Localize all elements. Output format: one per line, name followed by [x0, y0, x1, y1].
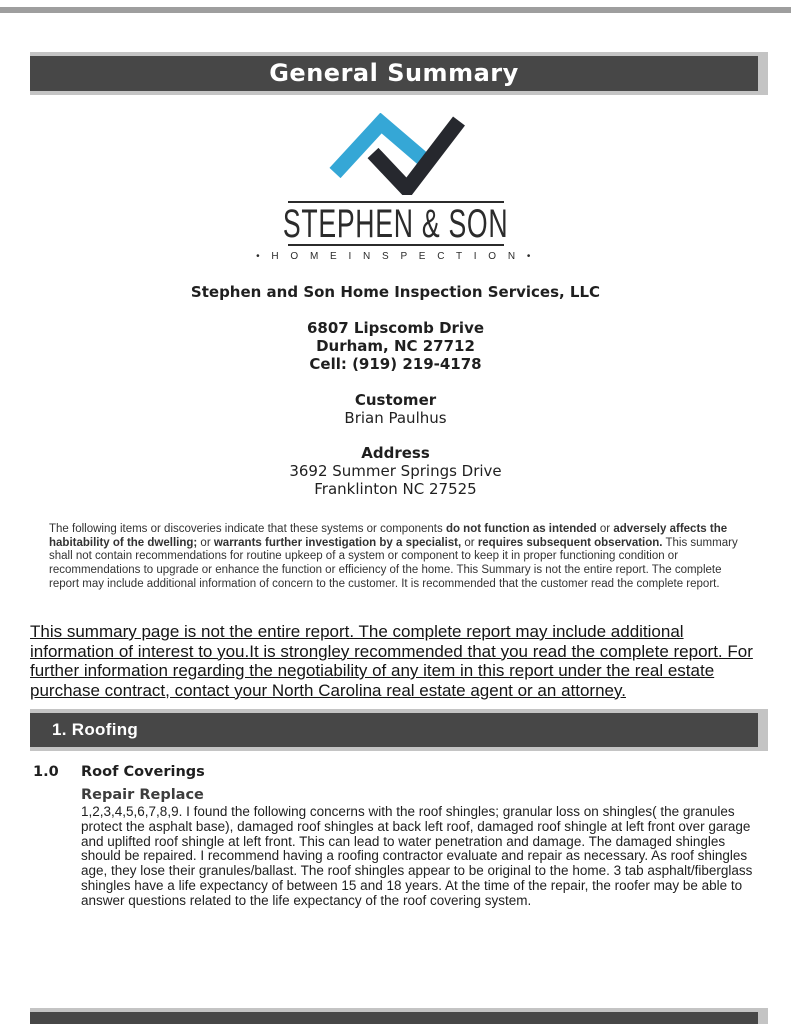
inspection-address-street: 3692 Summer Springs Drive — [289, 462, 502, 480]
inspection-address-label: Address — [361, 444, 430, 462]
item-status: Repair Replace — [81, 787, 204, 803]
item-number: 1.0 — [33, 764, 59, 780]
disclaimer-bold-segment: requires subsequent observation. — [477, 536, 663, 549]
page-title: General Summary — [30, 52, 768, 95]
disclaimer-segment: or — [197, 536, 214, 549]
disclaimer-segment: or — [461, 536, 478, 549]
disclaimer-segment: The following items or discoveries indicate that these systems or components — [49, 523, 446, 535]
section-header-roofing: 1. Roofing — [30, 709, 768, 751]
disclaimer-bold-segment: adversely affects the habitability of the dwelling; — [49, 523, 728, 549]
inspection-address-city-state-zip: Franklinton NC 27525 — [314, 480, 477, 498]
company-logo — [0, 113, 791, 262]
disclaimer-bold-segment: do not function as intended — [445, 523, 597, 535]
company-street: 6807 Lipscomb Drive — [306, 319, 485, 337]
company-phone: Cell: (919) 219-4178 — [309, 355, 482, 373]
top-divider-rule — [0, 7, 791, 13]
summary-notice: This summary page is not the entire report. The complete report may include additional information of interest to you.It is strongley recommended that you read the complete report. For further information regarding the negotiability of any item in this report under the real estate purchase contract, contact your North Carolina real estate agent or an attorney. — [30, 622, 753, 700]
next-section-header-partial — [30, 1008, 768, 1024]
logo-brand-box — [282, 201, 509, 246]
customer-name: Brian Paulhus — [344, 409, 447, 427]
customer-block — [0, 391, 791, 427]
disclaimer-segment: or — [596, 523, 614, 535]
inspection-address-block — [0, 444, 791, 498]
disclaimer-bold-segment: warrants further investigation by a specialist, — [213, 536, 462, 549]
disclaimer-segment: This summary shall not contain recommendations for routine upkeep of a system or component to keep it in proper functioning condition or recommendations to upgrade or enhance the function or efficiency of the home. This Summary is not the entire report. The complete report may include additional information of concern to the customer. It is recommended that the customer read the complete report. — [49, 536, 738, 590]
company-name: Stephen and Son Home Inspection Services, LLC — [190, 283, 601, 301]
item-body: 1,2,3,4,5,6,7,8,9. I found the following concerns with the roof shingles; granular loss on shingles( the granules protect the asphalt base), damaged roof shingles at back left roof, damaged roof shingle at left front over garage and uplifted roof shingle at left front. This can lead to water penetration and damage. The damaged shingles should be repaired. I recommend having a roofing contractor evaluate and repair as necessary. As roof shingles age, they lose their granules/ballast. The roof shingles appear to be original to the home. 3 tab asphalt/fiberglass shingles have a life expectancy of between 15 and 18 years. At the time of the repair, the roofer may be able to answer questions related to the life expectancy of the roof covering system. — [81, 804, 753, 908]
logo-tagline: • H O M E I N S P E C T I O N • — [256, 250, 535, 262]
company-address-block — [0, 319, 791, 373]
item-title: Roof Coverings — [81, 764, 205, 780]
logo-brand-text: STEPHEN & SON — [282, 201, 509, 246]
summary-disclaimer — [49, 523, 749, 592]
company-city-state-zip: Durham, NC 27712 — [316, 337, 475, 355]
roof-checkmark-icon — [321, 113, 471, 195]
customer-label: Customer — [354, 391, 437, 409]
